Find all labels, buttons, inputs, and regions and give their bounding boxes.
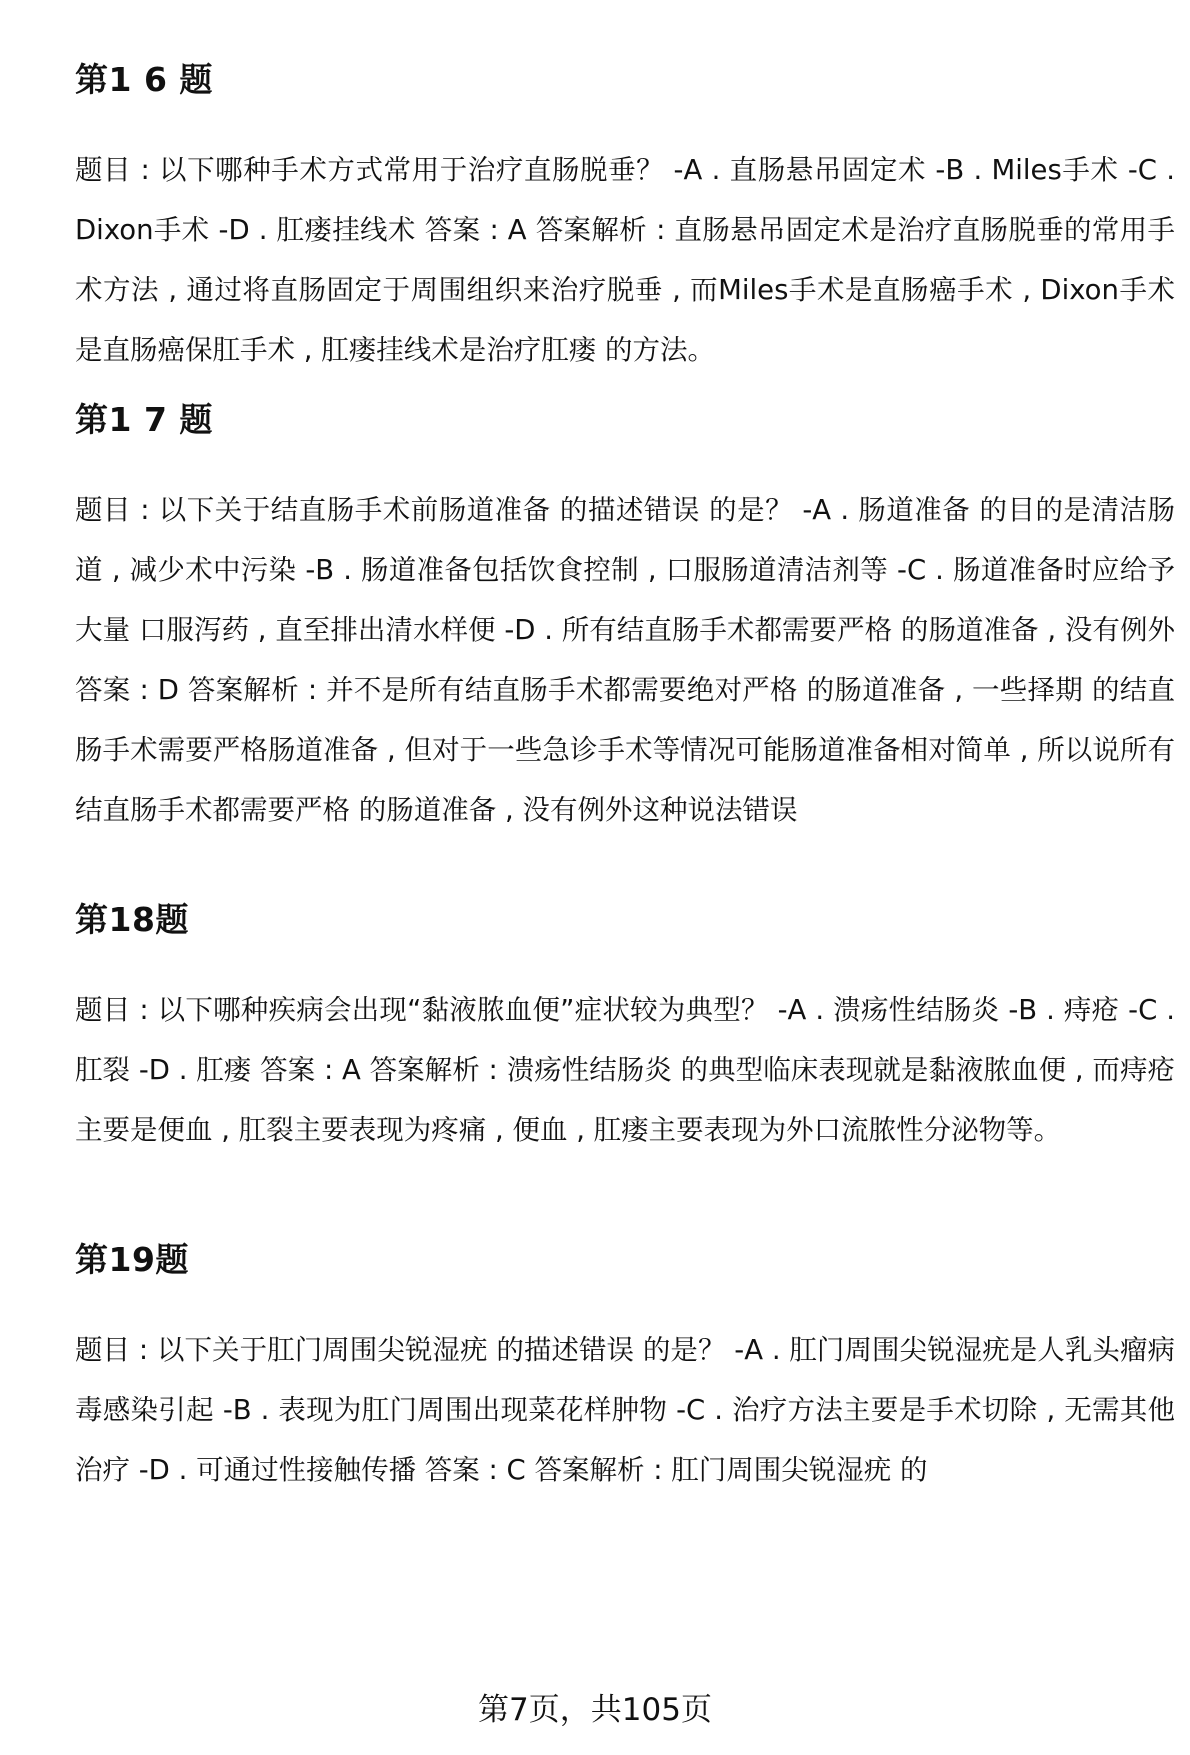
question-16-body: 题目 : 以下哪种手术方式常用于治疗直肠脱垂？ -A . 直肠悬吊固定术 -B . Miles手术 -C . Dixon手术 -D . 肛瘘挂线术 答案 : A 答案解析 : 直肠悬吊固定术是治疗直肠脱垂的常用手术方法 , 通过将直肠固定于周围组织来治疗脱垂 , 而Miles手术是直肠癌手术 , Dixon手术是直肠癌保肛手术 , 肛瘘挂线术是治疗肛瘘 的方法。 (75, 154, 1175, 366)
page-number-footer: 第7页，共105页 (478, 1692, 712, 1728)
question-17-body: 题目 : 以下关于结直肠手术前肠道准备 的描述错误 的是？ -A . 肠道准备 的目的是清洁肠道 , 减少术中污染 -B . 肠道准备包括饮食控制 , 口服肠道清洁剂等 -C . 肠道准备时应给予大量 口服泻药 , 直至排出清水样便 -D . 所有结直肠手术都需要严格 的肠道准备 , 没有例外 答案 : D 答案解析 : 并不是所有结直肠手术都需要绝对严格 的肠道准备 , 一些择期 的结直肠手术需要严格肠道准备 , 但对于一些急诊手术等情况可能肠道准备相对简单 , 所以说所有结直肠手术都需要严格 的肠道准备 , 没有例外这种说法错误 (75, 494, 1175, 826)
question-18-heading: 第18题 (75, 900, 189, 939)
question-19-heading: 第19题 (75, 1240, 189, 1279)
question-17-heading: 第1 7 题 (75, 400, 213, 439)
question-18-body: 题目 : 以下哪种疾病会出现“黏液脓血便”症状较为典型？ -A . 溃疡性结肠炎 -B . 痔疮 -C . 肛裂 -D . 肛瘘 答案 : A 答案解析 : 溃疡性结肠炎 的典型临床表现就是黏液脓血便 , 而痔疮主要是便血 , 肛裂主要表现为疼痛 , 便血 , 肛瘘主要表现为外口流脓性分泌物等。 (75, 994, 1175, 1146)
question-19-body: 题目 : 以下关于肛门周围尖锐湿疣 的描述错误 的是？ -A . 肛门周围尖锐湿疣是人乳头瘤病毒感染引起 -B . 表现为肛门周围出现菜花样肿物 -C . 治疗方法主要是手术切除 , 无需其他治疗 -D . 可通过性接触传播 答案 : C 答案解析 : 肛门周围尖锐湿疣 的 (75, 1334, 1175, 1486)
question-16-heading: 第1 6 题 (75, 60, 213, 99)
